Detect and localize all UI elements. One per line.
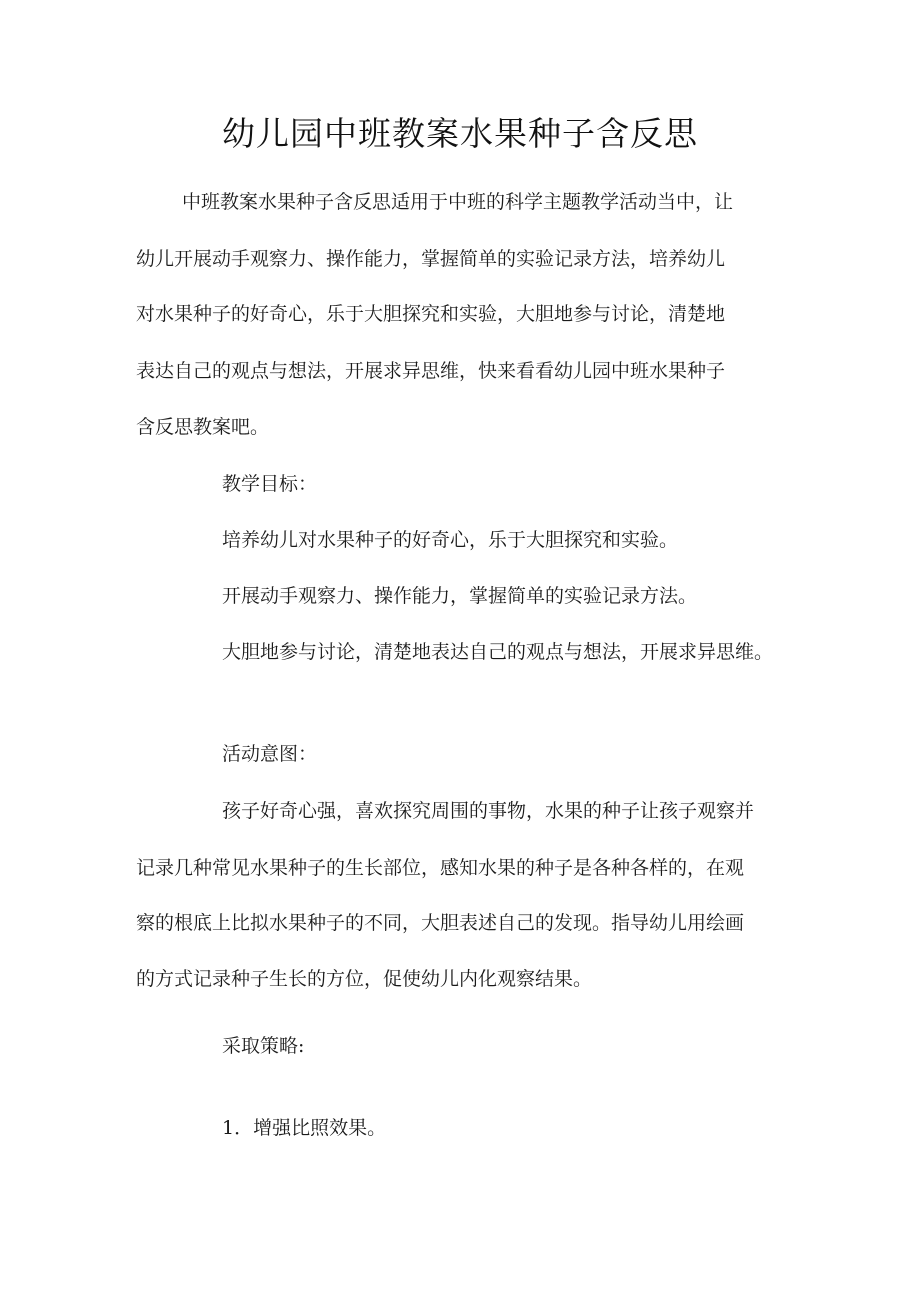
goal-item: 开展动手观察力、操作能力，掌握简单的实验记录方法。 bbox=[222, 585, 698, 607]
goal-item: 培养幼儿对水果种子的好奇心，乐于大胆探究和实验。 bbox=[222, 529, 679, 551]
strategy-item: 1．增强比照效果。 bbox=[222, 1117, 387, 1139]
intro-line: 对水果种子的好奇心，乐于大胆探究和实验，大胆地参与讨论，清楚地 bbox=[136, 303, 726, 325]
intro-line: 表达自己的观点与想法，开展求异思维，快来看看幼儿园中班水果种子 bbox=[136, 360, 726, 382]
intent-line: 察的根底上比拟水果种子的不同，大胆表述自己的发现。指导幼儿用绘画 bbox=[136, 912, 745, 934]
intent-line: 孩子好奇心强，喜欢探究周围的事物，水果的种子让孩子观察并 bbox=[222, 800, 755, 822]
intro-line: 幼儿开展动手观察力、操作能力，掌握简单的实验记录方法，培养幼儿 bbox=[136, 248, 726, 270]
intent-heading: 活动意图： bbox=[222, 743, 318, 765]
intent-line: 的方式记录种子生长的方位，促使幼儿内化观察结果。 bbox=[136, 968, 593, 990]
goals-heading: 教学目标： bbox=[222, 473, 318, 495]
document-title: 幼儿园中班教案水果种子含反思 bbox=[222, 114, 698, 153]
goal-item: 大胆地参与讨论，清楚地表达自己的观点与想法，开展求异思维。 bbox=[222, 641, 774, 663]
intro-line: 中班教案水果种子含反思适用于中班的科学主题教学活动当中，让 bbox=[182, 191, 734, 213]
strategy-heading: 采取策略: bbox=[222, 1035, 305, 1057]
intent-line: 记录几种常见水果种子的生长部位，感知水果的种子是各种各样的，在观 bbox=[136, 857, 745, 879]
intro-line: 含反思教案吧。 bbox=[136, 416, 270, 438]
